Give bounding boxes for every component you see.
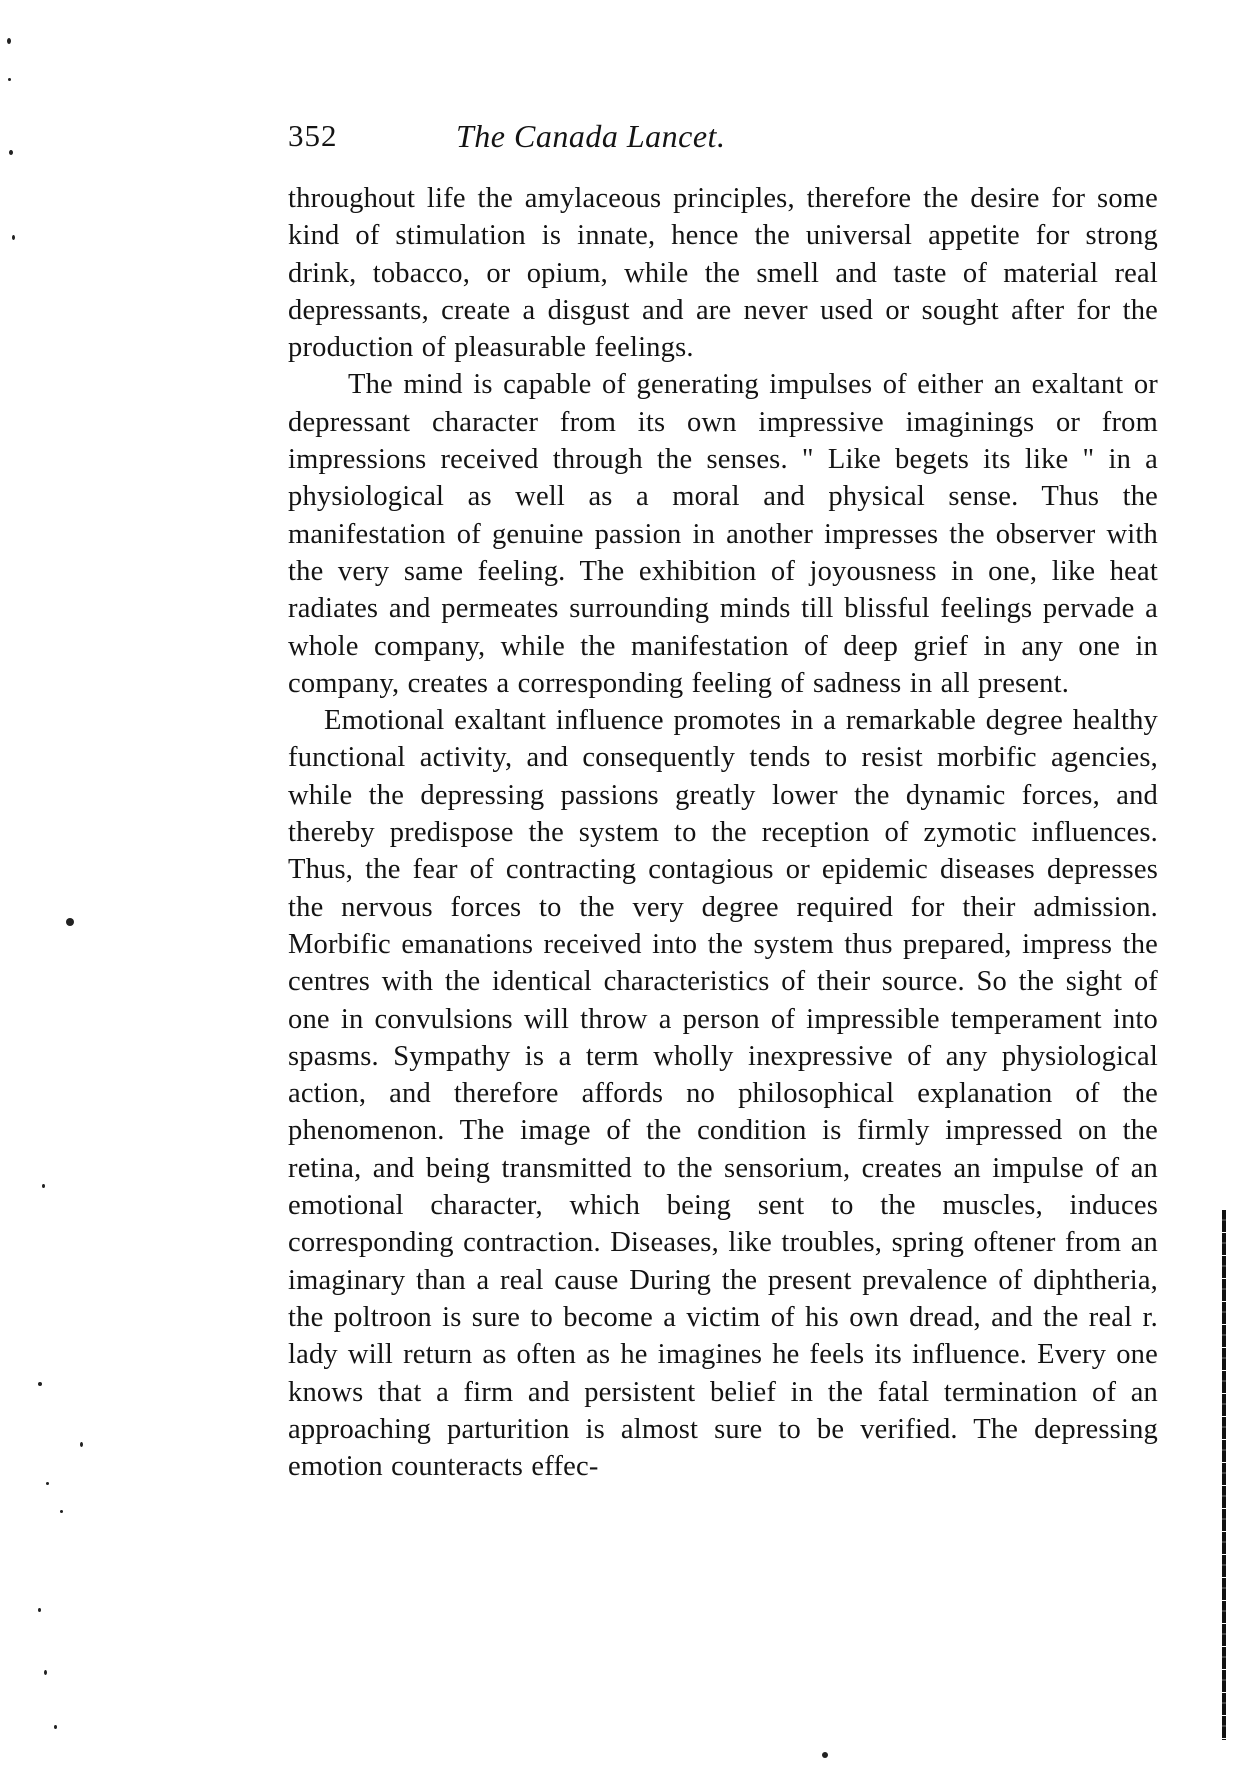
body-text xyxy=(288,180,1158,1485)
paragraph-continued: throughout life the amylaceous principles, therefore the desire for some kind of stimulation is innate, hence the universal appetite for strong drink, tobacco, or opium, while the smell and taste of material real depressants, create a disgust and are never used or sought after for the production of pleasurable feelings. xyxy=(288,183,1158,364)
scan-speck xyxy=(38,1382,42,1386)
scan-speck xyxy=(44,1670,47,1675)
scan-speck xyxy=(80,1442,83,1447)
scan-speck xyxy=(54,1725,57,1729)
scan-speck xyxy=(42,1184,45,1188)
scan-speck xyxy=(66,918,74,926)
paragraph: Emotional exaltant influence promotes in a remarkable degree healthy functional activity, and consequently tends to resist morbific agencies, while the depressing passions greatly lower the dynamic forces, and thereby predispose the system to the reception of zymotic influences. Thus, the fear of contracting contagious or epidemic diseases depresses the nervous forces to the very degree required for their admission. Morbific emanations received into the system thus prepared, impress the centres with the identical characteristics of their source. So the sight of one in convulsions will throw a person of impressible temperament into spasms. Sympathy is a term wholly inexpressive of any physiological action, and therefore affords no philosophical explanation of the phenomenon. The image of the condition is firmly impressed on the retina, and being transmitted to the sensorium, creates an impulse of an emotional character, which being sent to the muscles, induces corresponding contraction. Diseases, like troubles, spring oftener from an imaginary than a real cause During the present prevalence of diphtheria, the poltroon is sure to become a victim of his own dread, and the real r. lady will return as often as he imagines he feels its influence. Every one knows that a firm and persistent belief in the fatal termination of an approaching parturition is almost sure to be verified. The depressing emotion counteracts effec- xyxy=(288,705,1158,1483)
scan-speck xyxy=(60,1510,63,1513)
scan-speck xyxy=(38,1608,41,1612)
binding-edge xyxy=(1222,1210,1226,1740)
scan-speck xyxy=(822,1752,828,1758)
scan-speck xyxy=(12,235,15,240)
scan-speck xyxy=(9,150,13,155)
scan-speck xyxy=(7,38,11,44)
page-header xyxy=(288,118,1160,158)
running-head: The Canada Lancet. xyxy=(456,118,726,154)
scan-speck xyxy=(8,78,11,81)
scan-speck xyxy=(46,1482,49,1485)
paragraph: The mind is capable of generating impulses of either an exaltant or depressant character from its own impressive imaginings or from impressions received through the senses. " Like begets its like " in a physiological as well as a moral and physical sense. Thus the manifestation of genuine passion in another impresses the observer with the very same feeling. The exhibition of joyousness in one, like heat radiates and permeates surrounding minds till blissful feelings pervade a whole company, while the manifestation of deep grief in any one in company, creates a corresponding feeling of sadness in all present. xyxy=(288,369,1158,699)
page-number: 352 xyxy=(288,118,338,153)
